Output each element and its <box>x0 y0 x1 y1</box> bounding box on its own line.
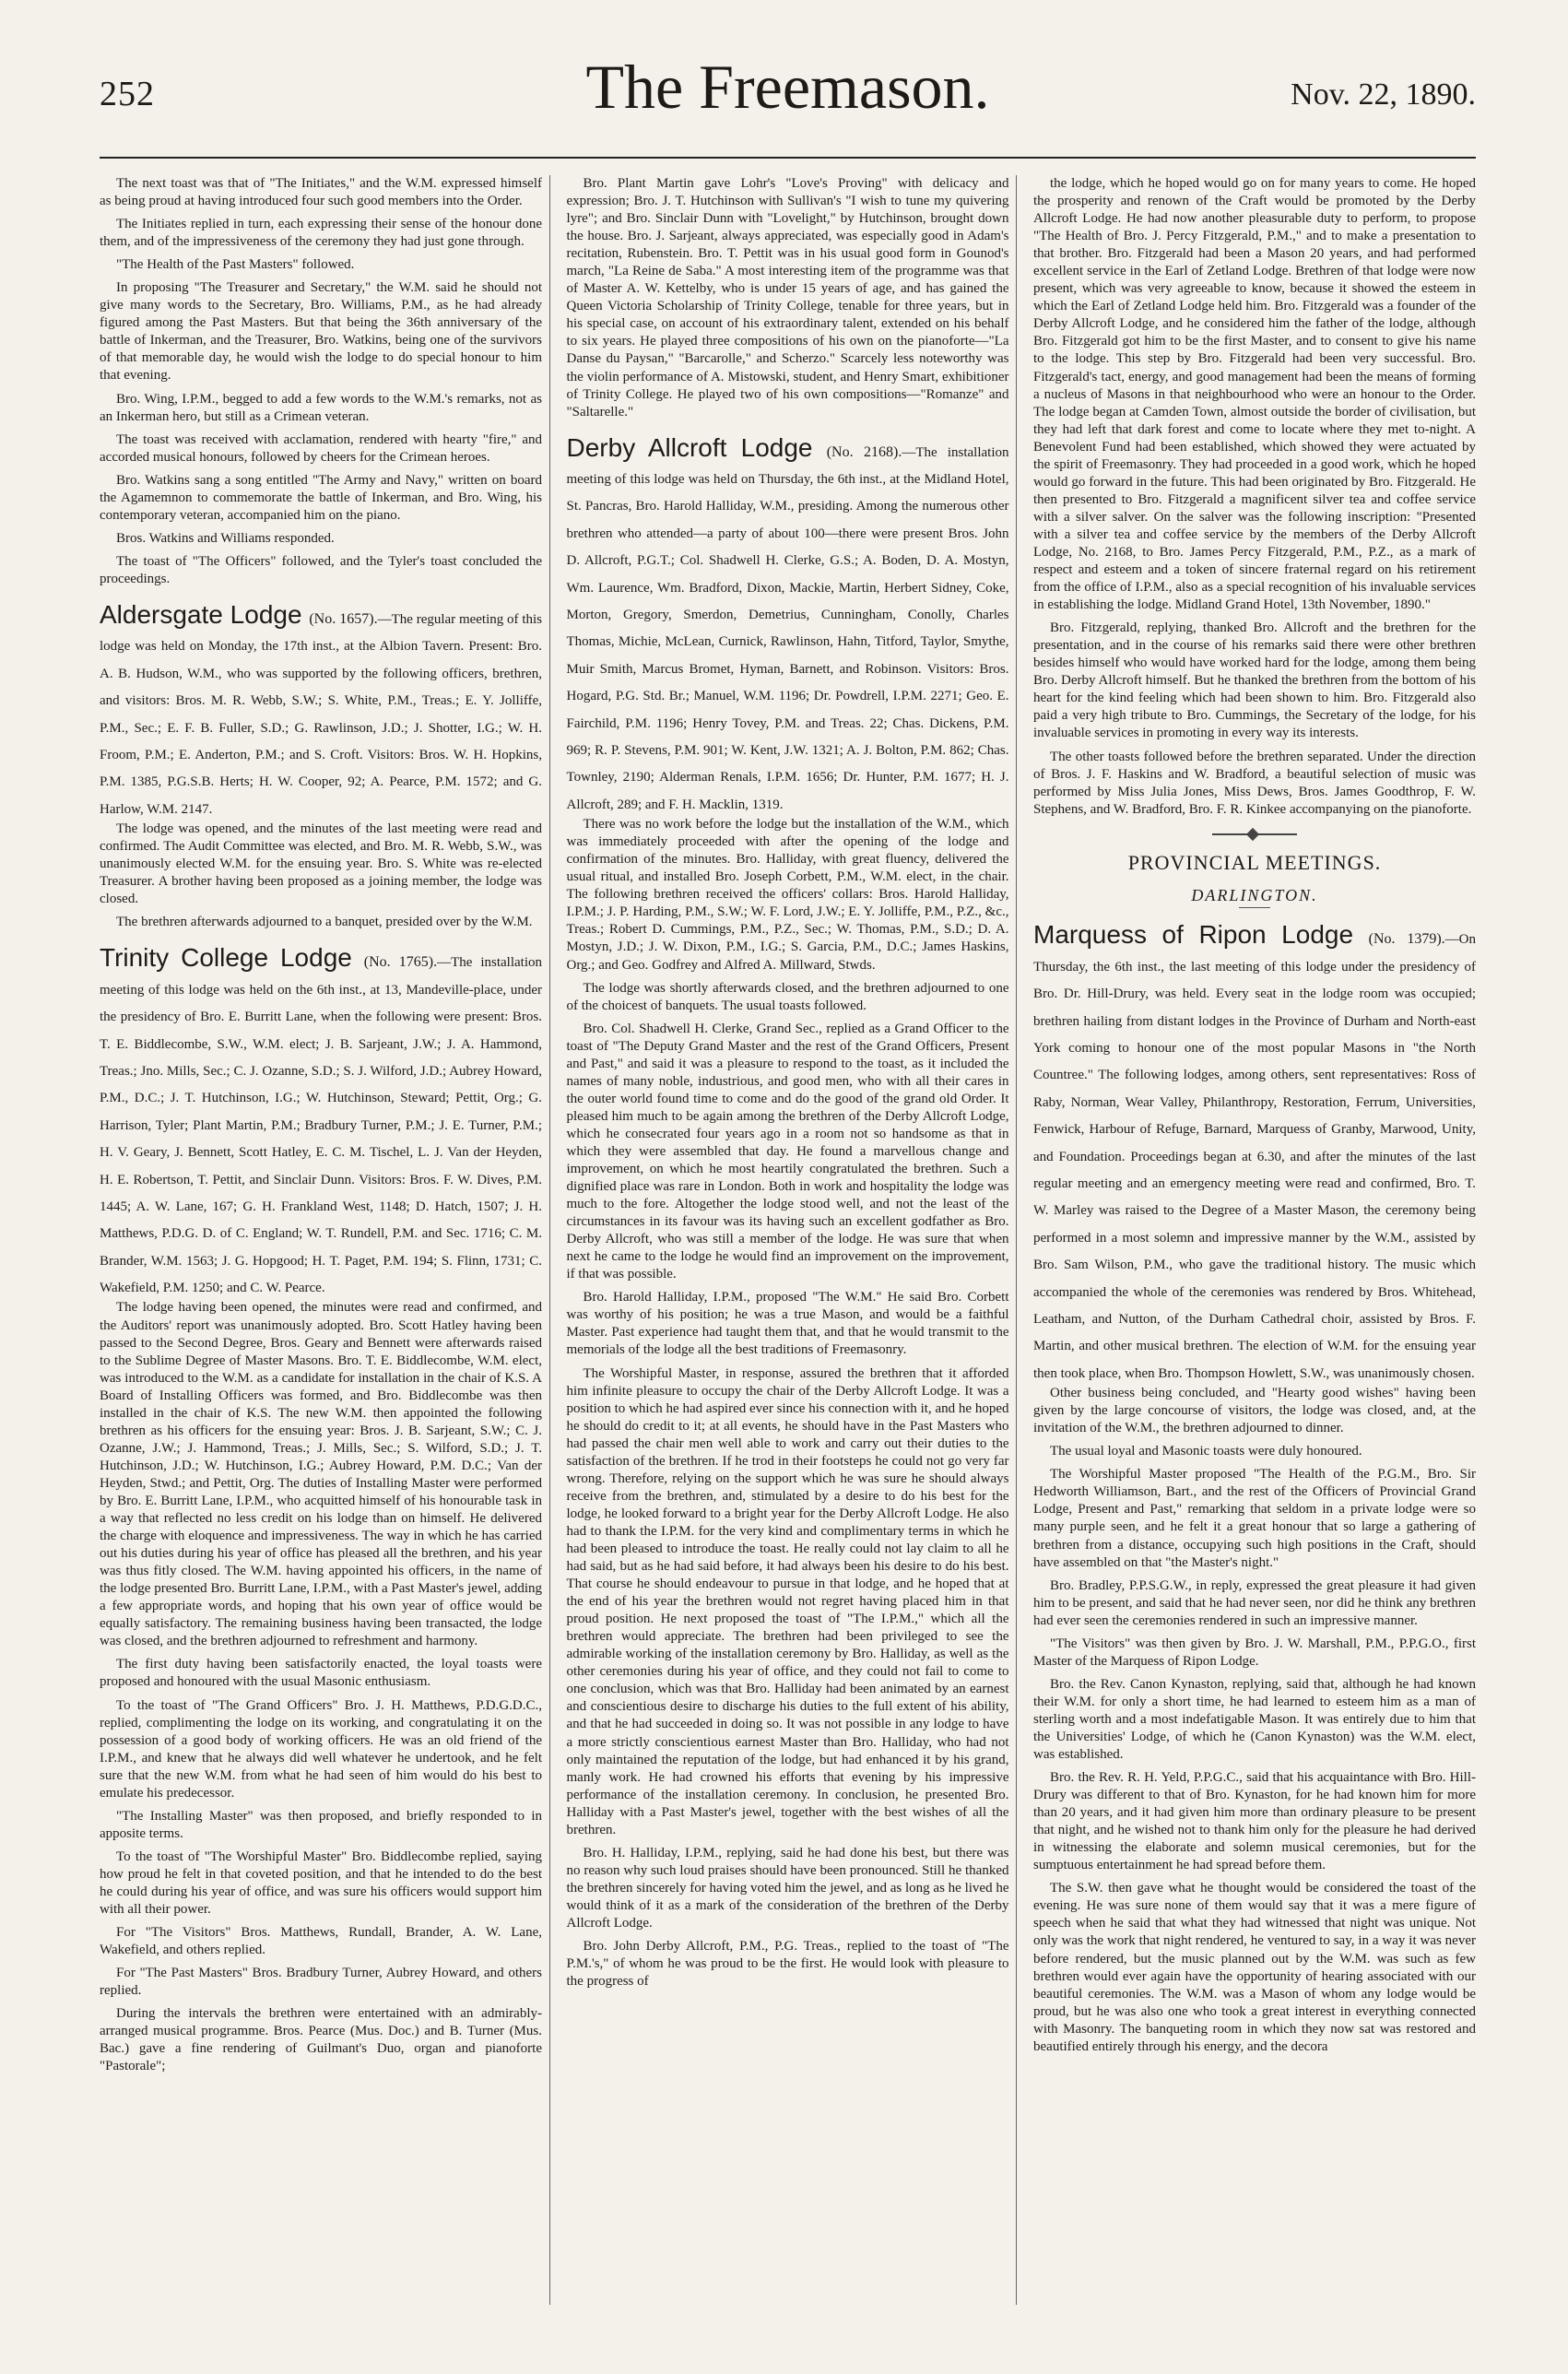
lodge-heading-marquess-of-ripon <box>1033 921 1476 1382</box>
short-divider <box>1239 907 1270 908</box>
lodge-name: Derby Allcroft Lodge <box>566 432 813 462</box>
place-heading: DARLINGTON. <box>1191 885 1318 904</box>
lodge-report-lead: —The installation meeting of this lodge was held on the 6th inst., at 13, Mandeville-place, under the presidency of Bro. E. Burritt Lane, when the following were present: Bros. T. E. Biddlecombe, S.W., W.M. elect; J. B. Sarjeant, J.W.; J. A. Hammond, Treas.; Jno. Mills, Sec.; C. J. Ozanne, S.D.; S. J. Wilford, J.D.; Aubrey Howard, P.M., D.C.; J. T. Hutchinson, I.G.; W. Hutchinson, Steward; Pettit, Org.; G. Harrison, Tyler; Plant Martin, P.M.; Bradbury Turner, P.M.; J. E. Turner, P.M.; H. V. Geary, J. Bennett, Scott Hatley, E. C. M. Tischel, L. J. Van der Heyden, H. E. Robertson, T. Pettit, and Sinclair Dunn. Visitors: Bros. F. W. Dives, P.M. 1445; A. W. Lane, 167; G. H. Frankland West, 1148; D. Hatch, 1507; J. H. Matthews, P.D.G. D. of C. England; W. T. Rundell, P.M. and Sec. 1716; C. M. Brander, W.M. 1563; J. G. Hopgood; H. T. Paget, P.M. 194; S. Flinn, 1731; C. Wakefield, P.M. 1250; and C. W. Pearce. <box>100 955 542 1296</box>
paragraph: Bro. Wing, I.P.M., begged to add a few words to the W.M.'s remarks, not as an Inkerman hero, but still as a Crimean veteran. <box>100 391 542 424</box>
lodge-number: (No. 1657). <box>309 610 378 627</box>
paragraph: The toast of "The Officers" followed, and the Tyler's toast concluded the proceedings. <box>100 553 542 586</box>
paragraph: The usual loyal and Masonic toasts were duly honoured. <box>1050 1444 1362 1459</box>
paragraph: During the intervals the brethren were entertained with an admirably-arranged musical programme. Bros. Pearce (Mus. Doc.) and B. Turner (Mus. Bac.) gave a fine rendering of Guilmant's Duo, organ and pianoforte "Pastorale"; <box>100 2006 542 2074</box>
lodge-number: (No. 2168). <box>826 443 902 460</box>
paragraph: Bro. Plant Martin gave Lohr's "Love's Proving" with delicacy and expression; Bro. J. T. Hutchinson with Sullivan's "I wish to tune my quivering lyre"; and Bro. Sinclair Dunn with "Lovelight," by Hutchinson, brought down the house. Bro. J. Sarjeant, always appreciated, was especially good in Adam's recitation, Rubenstein. Bro. T. Pettit was in his usual good form in Gounod's march, "La Reine de Saba." A most interesting item of the programme was that of Master A. W. Kettelby, who is under 15 years of age, and has gained the Queen Victoria Scholarship of Trinity College, tenable for three years, but in his special case, on account of his extraordinary talent, extended on his behalf to six years. He played three compositions of his own on the pianoforte—"La Danse du Paysan," "Barcarolle," and Scherzo." Scarcely less noteworthy was the violin performance of A. Mistowski, student, and Henry Smart, exhibitioner of Trinity College. He played two of his own compositions—"Romanze" and "Saltarelle." <box>566 176 1009 419</box>
lodge-heading-derby-allcroft <box>567 434 1009 813</box>
lodge-name: Aldersgate Lodge <box>100 599 302 629</box>
paragraph: For "The Past Masters" Bros. Bradbury Turner, Aubrey Howard, and others replied. <box>100 1966 542 1999</box>
paragraph: Bro. Watkins sang a song entitled "The Army and Navy," written on board the Agamemnon to commemorate the battle of Inkerman, and Bro. Wing, his contemporary veteran, accompanied him on the piano. <box>100 472 542 523</box>
paragraph: Bro. H. Halliday, I.P.M., replying, said he had done his best, but there was no reason why such loud praises should have been pronounced. Still he thanked the brethren sincerely for having voted him the jewel, and as long as he lived he would think of it as a mark of the consideration of the brethren of the Derby Allcroft Lodge. <box>566 1845 1009 1931</box>
newspaper-title: The Freemason. <box>585 52 990 122</box>
paragraph: The toast was received with acclamation, rendered with hearty "fire," and accorded musical honours, followed by cheers for the Crimean heroes. <box>100 431 542 465</box>
article-columns <box>100 175 1476 2305</box>
lodge-name: Trinity College Lodge <box>100 943 352 973</box>
paragraph: The lodge was opened, and the minutes of the last meeting were read and confirmed. The Audit Committee was elected, and Bro. M. R. Webb, S.W., was unanimously elected W.M. for the ensuing year. Bro. S. White was re-elected Treasurer. A brother having been proposed as a joining member, the lodge was closed. <box>100 821 542 907</box>
lodge-number: (No. 1765). <box>363 954 438 971</box>
lodge-report-lead: —The installation meeting of this lodge was held on Thursday, the 6th inst., at the Midland Hotel, St. Pancras, Bro. Harold Halliday, W.M., presiding. Among the numerous other brethren who attended—a party of about 100—there were present Bros. John D. Allcroft, P.G.T.; Col. Shadwell H. Clerke, G.S.; A. Boden, D. A. Mostyn, Wm. Laurence, Wm. Bradford, Dixon, Mackie, Martin, Herbert Sidney, Coke, Morton, Gregory, Smerdon, Demetrius, Cunningham, Conolly, Charles Thomas, Michie, McLean, Curnick, Rawlinson, Hahn, Titford, Taylor, Smythe, Muir Smith, Marcus Bromet, Hyman, Barnett, and Robinson. Visitors: Bros. Hogard, P.G. Std. Br.; Manuel, W.M. 1196; Dr. Powdrell, I.P.M. 2271; Geo. E. Fairchild, P.M. 1196; Henry Tovey, P.M. and Treas. 22; Chas. Dickens, P.M. 969; R. P. Stevens, P.M. 901; W. Kent, J.W. 1321; A. J. Bolton, P.M. 862; Chas. Townley, 2190; Alderman Renals, I.P.M. 1656; Dr. Hunter, P.M. 1677; H. J. Allcroft, 289; and F. H. Macklin, 1319. <box>566 444 1009 812</box>
paragraph: Bro. Fitzgerald, replying, thanked Bro. Allcroft and the brethren for the presentation, and in the course of his remarks said there were other brethren besides himself who would have worked hard for the lodge, among them being Bro. Derby Allcroft himself. But he thanked the brethren from the bottom of his heart for the kind feeling which had been shown to him. Bro. Fitzgerald also paid a very high tribute to Bro. Cummings, the Secretary of the lodge, for his invaluable services in promoting in every way its interests. <box>1033 620 1476 741</box>
paragraph: Bro. Col. Shadwell H. Clerke, Grand Sec., replied as a Grand Officer to the toast of "The Deputy Grand Master and the rest of the Grand Officers, Present and Past," and said it was a pleasure to respond to the toast, as it included the names of many noble, industrious, and good men, who with all their cares in the outer world found time to come and do the good of the grand old Order. It pleased him much to be again among the brethren of the Derby Allcroft Lodge, which he consecrated four years ago in a room not so handsome as that in which they were assembled that day. He found a marvellous change and improvement, on which he most heartily congratulated the brethren. Such a dignified place was rare in London. Both in work and hospitality the lodge was much to the fore. Altogether the lodge stood well, and not the least of the circumstances in its favour was its having such an excellent godfather as Bro. Derby Allcroft, who was still a member of the lodge. He was sure that when next he came to the lodge he would find an improvement on the improvement, if that was possible. <box>566 1021 1009 1282</box>
column-1 <box>100 175 542 2305</box>
paragraph: To the toast of "The Grand Officers" Bro. J. H. Matthews, P.D.G.D.C., replied, complimenting the lodge on its working, and congratulating it on the possession of a good body of working officers. He was an old friend of the I.P.M., and knew that he always did well whatever he undertook, and he felt sure that the new W.M. from what he had seen of him would do his best to emulate his predecessor. <box>100 1697 542 1801</box>
paragraph: The Worshipful Master proposed "The Health of the P.G.M., Bro. Sir Hedworth Williamson, Bart., and the rest of the Officers of Provincial Grand Lodge, Present and Past," remarking that seldom in a private lodge were so many purple seen, and he felt it a great honour that so large a gathering of brethren from a distance, occupying such high positions in the Craft, should have assembled on that "the Master's night." <box>1033 1467 1476 1570</box>
paragraph: The lodge was shortly afterwards closed, and the brethren adjourned to one of the choicest of banquets. The usual toasts followed. <box>566 980 1009 1013</box>
column-2 <box>549 175 1009 2305</box>
paragraph: "The Health of the Past Masters" followed. <box>116 257 355 273</box>
lodge-heading-trinity-college <box>100 944 542 1296</box>
lodge-number: (No. 1379). <box>1368 931 1445 948</box>
paragraph: the lodge, which he hoped would go on for many years to come. He hoped the prosperity and renown of the Craft would be promoted by the Derby Allcroft Lodge. He had now another pleasurable duty to perform, to propose "The Health of Bro. J. Percy Fitzgerald, P.M.," and to make a presentation to that brother. Bro. Fitzgerald had been a Mason 20 years, and had performed excellent service in the Earl of Zetland Lodge. Brethren of that lodge were now present, which was very agreeable to know, because it showed the esteem in which the Earl of Zetland Lodge held him. Bro. Fitzgerald was a founder of the Derby Allcroft Lodge, and he considered him the father of the lodge, although Bro. Fitzgerald got him to be the first Master, and to consent to give his name to the lodge. This step by Bro. Fitzgerald had been very successful. Bro. Fitzgerald's tact, energy, and good management had been the means of forming a nucleus of Masons in that neighbourhood who were an honour to the Order. The lodge began at Camden Town, almost outside the border of civilisation, but they had left that dark forest and come to locate where they met to-night. A Benevolent Fund had been established, which showed they were actuated by the spirit of Freemasonry. They had proceeded in a good work, which he hoped would go forward in the future. This had been originated by Bro. Fitzgerald. He then presented to Bro. Fitzgerald a magnificent silver tea and coffee service with a silver salver. On the salver was the following inscription: "Presented with a silver tea and coffee service by the members of the Derby Allcroft Lodge, No. 2168, to Bro. James Percy Fitzgerald, P.M., P.Z., as a mark of respect and esteem and a token of sincere fraternal regard on his retirement from the office of I.P.M., also as a special recognition of his invaluable services in establishing the lodge. Midland Grand Hotel, 13th November, 1890." <box>1033 176 1476 613</box>
page-number: 252 <box>100 75 155 113</box>
lodge-report-lead: —The regular meeting of this lodge was held on Monday, the 17th inst., at the Albion Tavern. Present: Bro. A. B. Hudson, W.M., who was supported by the following officers, brethren, and visitors: Bros. M. R. Webb, S.W.; S. White, P.M., Treas.; E. Y. Jolliffe, P.M., Sec.; E. F. B. Fuller, S.D.; G. Rawlinson, J.D.; J. Shotter, I.G.; W. H. Froom, P.M.; E. Anderton, P.M.; and S. Croft. Visitors: Bros. W. H. Hopkins, P.M. 1385, P.G.S.B. Herts; H. W. Cooper, 92; A. Pearce, P.M. 1572; and G. Harlow, W.M. 2147. <box>100 611 542 817</box>
paragraph: Bro. the Rev. R. H. Yeld, P.P.G.C., said that his acquaintance with Bro. Hill-Drury was different to that of Bro. Kynaston, for he had known him for more than 20 years, and it had given him more than ordinary pleasure to be present that night, and he wished not to thank him only for the pleasure he had derived in witnessing the elaborate and solemn musical ceremonies, but for the sumptuous entertainment he had spread before them. <box>1033 1770 1476 1873</box>
paragraph: The Worshipful Master, in response, assured the brethren that it afforded him infinite pleasure to occupy the chair of the Derby Allcroft Lodge. It was a position to which he had aspired ever since his connection with it, and he hoped he should do credit to it; at all events, he should have in the Past Masters who had passed the chair men well able to work and carry out their duties to the satisfaction of the brethren. If he trod in their footsteps he could not go very far wrong. Therefore, relying on the support which he was sure he should always receive from the brethren, and, stimulated by a desire to do his best for the lodge, he looked forward to a bright year for the Derby Allcroft Lodge. He also had to thank the I.P.M. for the very kind and complimentary terms in which he had been pleased to introduce the toast. He really could not lay claim to all he had said, but as he had said before, it had always been his desire to do his best. That course he should endeavour to pursue in that lodge, and he hoped that at the end of his year the brethren would not regret having placed him in that proud position. He next proposed the toast of "The I.P.M.," which all the brethren would appreciate. The brethren had been privileged to see the admirable working of the installation ceremony by Bro. Halliday, as well as the other ceremonies during his year of office, and they could not fail to come to one conclusion, which was that Bro. Halliday had been animated by an earnest and conscientious desire to discharge his duties to the full extent of his ability, and that he had succeeded in doing so. It was not possible in any lodge to have a more strictly conscientious earnest Master than Bro. Halliday, who had not only maintained the reputation of the lodge, but had enhanced it by his grand, manly work. He had crowned his efforts that evening by his impressive performance of the installation ceremony. In conclusion, he presented Bro. Halliday with a Past Master's jewel, together with the best wishes of all the brethren. <box>566 1365 1009 1837</box>
paragraph: The S.W. then gave what he thought would be considered the toast of the evening. He was sure none of them would say that it was a mere figure of speech when he said that what they had witnessed that night was unique. Not only was the work that night rendered, he ventured to say, in a way it was never before rendered, but the music planned out by the W.M. was such as few brethren would ever again have the opportunity of hearing associated with our beautiful ceremonies. The W.M. was a Mason of whom any lodge would be proud, but he was also one who took a great interest in everything connected with Masonry. The banqueting room in which they now sat was restored and beautified entirely through his energy, and the decora <box>1033 1881 1476 2054</box>
lodge-heading-aldersgate <box>100 601 542 818</box>
masthead <box>100 53 1476 159</box>
paragraph: There was no work before the lodge but the installation of the W.M., which was immediately proceeded with after the opening of the lodge and confirmation of the minutes. Bro. Halliday, with great fluency, delivered the usual ritual, and installed Bro. Joseph Corbett, P.M., W.M. elect, in the chair. The following brethren received the officers' collars: Bros. Harold Halliday, I.P.M.; J. P. Harding, P.M., S.W.; W. F. Lord, J.W.; E. Y. Jolliffe, P.M., P.Z., &c., Treas.; Robert D. Cummings, P.M., P.Z., Sec.; W. Thomas, P.M., S.D.; D. A. Mostyn, J.D.; J. W. Dixon, P.M., I.G.; S. Garcia, P.M., D.C.; James Haskins, Org.; and Geo. Godfrey and Alfred A. Millward, Stwds. <box>566 817 1009 973</box>
lodge-name: Marquess of Ripon Lodge <box>1033 920 1354 950</box>
paragraph: Bro. Harold Halliday, I.P.M., proposed "The W.M." He said Bro. Corbett was worthy of his position; he was a true Mason, and would be a faithful Master. Past experience had taught them that, and that he would transmit to the memorials of the lodge all the best traditions of Freemasonry. <box>566 1290 1009 1358</box>
paragraph: The Initiates replied in turn, each expressing their sense of the honour done them, and of the impressiveness of the ceremony they had just gone through. <box>100 217 542 250</box>
issue-date: Nov. 22, 1890. <box>1291 77 1476 112</box>
paragraph: The other toasts followed before the brethren separated. Under the direction of Bros. J. F. Haskins and W. Bradford, a beautiful selection of music was performed by Miss Julia Jones, Miss Dews, Bros. James Goodthrop, F. W. Stephens, and W. Bradford, Bro. F. R. Kinkee accompanying on the pianoforte. <box>1033 749 1476 817</box>
column-3 <box>1016 175 1476 2305</box>
paragraph: The next toast was that of "The Initiates," and the W.M. expressed himself as being proud at having introduced four such good members into the Order. <box>100 176 542 209</box>
paragraph: Other business being concluded, and "Hearty good wishes" having been given by the large concourse of visitors, the lodge was closed, and, at the invitation of the W.M., the brethren adjourned to dinner. <box>1033 1386 1476 1436</box>
paragraph: Bro. John Derby Allcroft, P.M., P.G. Treas., replied to the toast of "The P.M.'s," of whom he was proud to be the first. He would look with pleasure to the progress of <box>566 1939 1009 1990</box>
paragraph: In proposing "The Treasurer and Secretary," the W.M. said he should not give many words to the Secretary, Bro. Williams, P.M., as he had already figured among the Past Masters. But that being the 36th anniversary of the battle of Inkerman, and the Treasurer, Bro. Watkins, being one of the survivors of that memorable day, he would wish the lodge to do special honour to him that evening. <box>100 280 542 384</box>
section-heading-provincial-meetings: PROVINCIAL MEETINGS. <box>1127 850 1382 874</box>
paragraph: "The Visitors" was then given by Bro. J. W. Marshall, P.M., P.P.G.O., first Master of the Marquess of Ripon Lodge. <box>1033 1636 1476 1669</box>
paragraph: To the toast of "The Worshipful Master" Bro. Biddlecombe replied, saying how proud he felt in that coveted position, and that he intended to do the best he could during his year of office, and was sure his officers would support him with all their power. <box>100 1848 542 1918</box>
section-divider <box>1212 833 1297 835</box>
paragraph: The brethren afterwards adjourned to a banquet, presided over by the W.M. <box>116 915 533 930</box>
paragraph: For "The Visitors" Bros. Matthews, Rundall, Brander, A. W. Lane, Wakefield, and others replied. <box>100 1925 542 1958</box>
paragraph: Bro. Bradley, P.P.S.G.W., in reply, expressed the great pleasure it had given him to be present, and said that he had never seen, nor did he think any brethren had ever seen the ceremonies rendered in such an impressive manner. <box>1033 1577 1476 1628</box>
paragraph: The first duty having been satisfactorily enacted, the loyal toasts were proposed and honoured with the usual Masonic enthusiasm. <box>100 1657 542 1690</box>
paragraph: The lodge having been opened, the minutes were read and confirmed, and the Auditors' report was unanimously adopted. Bro. Scott Hatley having been passed to the Second Degree, Bros. Geary and Bennett were afterwards raised to the Sublime Degree of Master Masons. Bro. T. E. Biddlecombe, W.M. elect, was introduced to the W.M. as a candidate for installation in the chair of K.S. A Board of Installing Officers was formed, and Bro. Biddlecombe was then installed in the chair of K.S. The new W.M. then appointed the following brethren as his officers for the ensuing year: Bros. J. B. Sarjeant, S.W.; C. J. Ozanne, J.W.; J. Hammond, Treas.; J. Mills, Sec.; S. Wilford, S.D.; J. T. Hutchinson, J.D.; W. Hutchinson, I.G.; Aubrey Howard, P.M. D.C.; Van der Heyden, Stwd.; and Pettit, Org. The duties of Installing Master were performed by Bro. E. Burritt Lane, I.P.M., who acquitted himself of his honourable task in a way that reflected no less credit on his lodge than on himself. He delivered the charge with eloquence and impressiveness. The way in which he has carried out his duties during his year of office has pleased all the brethren, and his year was thus fitly closed. The W.M. having appointed his officers, in the name of the lodge presented Bro. Burritt Lane, I.P.M., with a Past Master's jewel, adding a few appropriate words, and hoping that his own year of office would be equally satisfactory. The remaining business having been transacted, the lodge was closed, and the brethren adjourned to refreshment and harmony. <box>100 1300 542 1649</box>
paragraph: "The Installing Master" was then proposed, and briefly responded to in apposite terms. <box>100 1808 542 1841</box>
paragraph: Bros. Watkins and Williams responded. <box>116 530 335 546</box>
paragraph: Bro. the Rev. Canon Kynaston, replying, said that, although he had known their W.M. for only a short time, he had learned to esteem him as a man of sterling worth and a most indefatigable Mason. It was entirely due to him that the Universities' Lodge, of which he (Canon Kynaston) was the W.M. elect, was established. <box>1033 1676 1476 1763</box>
lodge-report-lead: —On Thursday, the 6th inst., the last meeting of this lodge under the presidency of Bro. Dr. Hill-Drury, was held. Every seat in the lodge room was occupied; brethren hailing from distant lodges in the Province of Durham and North-east York coming to honour one of the most popular Masons in "the North Countree." The following lodges, among others, sent representatives: Ross of Raby, Norman, Wear Valley, Philanthropy, Restoration, Ferrum, Universities, Fenwick, Harbour of Refuge, Barnard, Marquess of Granby, Marwood, Unity, and Foundation. Proceedings began at 6.30, and after the minutes of the last regular meeting and an emergency meeting were read and confirmed, Bro. T. W. Marley was raised to the Degree of a Master Mason, the ceremony being performed in a most solemn and impressive manner by the W.M., assisted by Bro. Sam Wilson, P.M., who gave the traditional history. The music which accompanied the whole of the ceremonies was rendered by Bros. Whitehead, Leatham, and Nutton, of the Durham Cathedral choir, assisted by Bros. F. Martin, and other musical brethren. The election of W.M. for the ensuing year then took place, when Bro. Thompson Howlett, S.W., was unanimously chosen. <box>1033 932 1476 1381</box>
